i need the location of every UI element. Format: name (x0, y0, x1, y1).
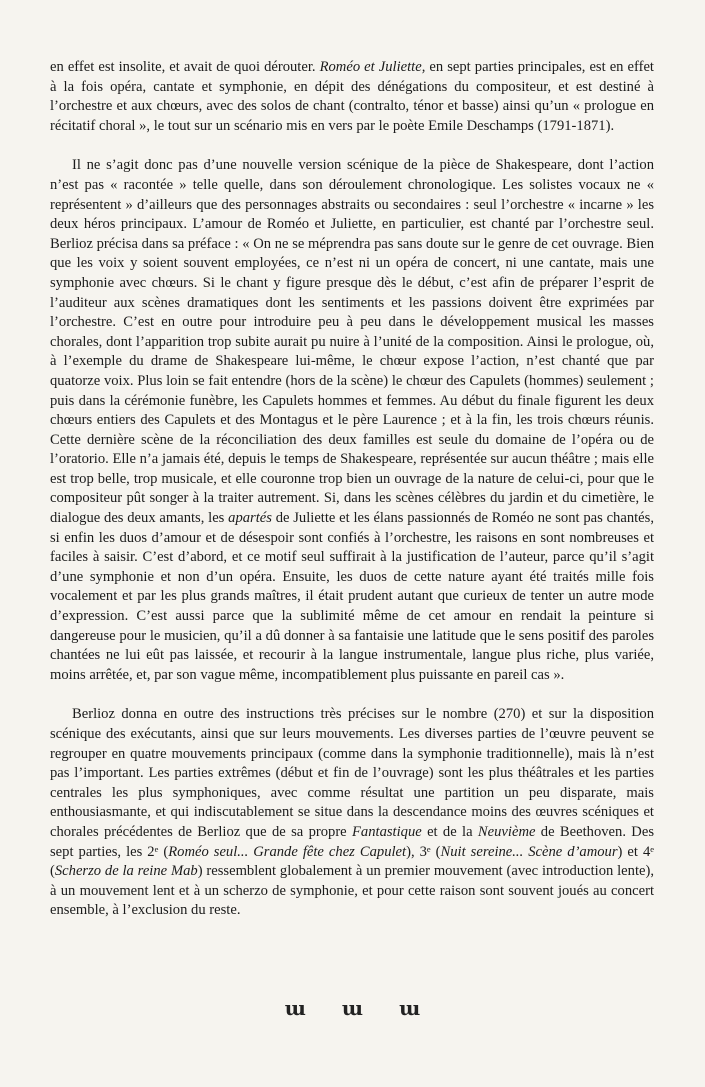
text-run: Il ne s’agit donc pas d’une nouvelle version scénique de la pièce de Shakespeare, dont l’action n’est pas « racontée » telle quelle, dans son déroulement chronologique. Les solistes vocaux ne « représentent » d’ailleurs que des personnages abstraits ou secondaires : seul l’orchestre « incarne » les deux héros principaux. L’amour de Roméo et Juliette, en particulier, est chanté par l’orchestre seul. Berlioz précisa dans sa préface : « On ne se méprendra pas sans doute sur le genre de cet ouvrage. Bien que les voix y soient souvent employées, ce n’est ni un opéra de concert, ni une cantate, mais une symphonie avec chœurs. Si le chant y figure presque dès le début, c’est afin de préparer l’esprit de l’auditeur aux scènes dramatiques dont les sentiments et les passions doivent être exprimées par l’orchestre. C’est en outre pour introduire peu à peu dans le développement musical les masses chorales, dont l’apparition trop subite aurait pu nuire à l’unité de la composition. Ainsi le prologue, où, à l’exemple du drame de Shakespeare lui-même, le chœur expose l’action, n’est chanté que par quatorze voix. Plus loin se fait entendre (hors de la scène) le chœur des Capulets (hommes) seulement ; puis dans la cérémonie funèbre, les Capulets hommes et femmes. Au début du finale figurent les deux chœurs entiers des Capulets et des Montagus et le père Laurence ; et à la fin, les trois chœurs réunis. Cette dernière scène de la réconciliation des deux familles est seule du domaine de l’opéra ou de l’oratorio. Elle n’a jamais été, depuis le temps de Shakespeare, représentée sur aucun théâtre ; mais elle est trop belle, trop musicale, et elle couronne trop bien un ouvrage de la nature de celui-ci, pour que le compositeur pût songer à la traiter autrement. Si, dans les scènes célèbres du jardin et du cimetière, le dialogue des deux amants, les (50, 157, 654, 527)
text-run: ) ressemblent globalement à un premier mouvement (avec introduction lente), à un mouvement lent et à un scherzo de symphonie, et pour cette raison sont souvent joués au concert ensemble, à l’exclusion du reste. (50, 863, 654, 919)
italic-run: Nuit sereine... Scène d’amour (440, 843, 618, 860)
text-run: de Beethoven. Des sept parties, les 2ᵉ ( (50, 823, 655, 860)
ornament-2: ɯ (341, 996, 364, 1020)
text-run: ) et 4ᵉ ( (50, 843, 655, 880)
italic-run: Scherzo de la reine Mab (54, 863, 198, 880)
ornament-3: ɯ (399, 996, 421, 1020)
ornament-row (0, 996, 705, 1020)
text-run: en effet est insolite, et avait de quoi dérouter. (50, 59, 320, 75)
italic-run: Roméo et Juliette, (319, 59, 426, 75)
text-run: de Juliette et les élans passionnés de Roméo ne sont pas chantés, si enfin les duos d’amour et de désespoir sont confiés à l’orchestre, les raisons en sont nombreuses et faciles à saisir. C’est d’abord, et ce motif seul suffirait à la justification de l’auteur, parce qu’il s’agit d’une symphonie et non d’un opéra. Ensuite, les duos de cette nature ayant été traités mille fois vocalement et par les plus grands maîtres, il était prudent autant que curieux de tenter un autre mode d’expression. C’est aussi parce que la sublimité même de cet amour en rendait la peinture si dangereuse pour le musicien, qu’il a dû donner à sa fantaisie une latitude que le sens positif des paroles chantées ne lui eût pas laissée, et recourir à la langue instrumentale, langue plus riche, plus variée, moins arrêtée, et, par son vague même, incompatiblement plus puissante en pareil cas ». (50, 510, 654, 683)
text-run: Berlioz donna en outre des instructions très précises sur le nombre (270) et sur la disposition scénique des exécutants, ainsi que sur leurs mouvements. Les diverses parties de l’œuvre peuvent se regrouper en quatre mouvements principaux (comme dans la symphonie traditionnelle), mais là n’est pas l’important. Les parties extrêmes (début et fin de l’ouvrage) sont les plus théâtrales et les parties centrales les plus symphoniques, avec comme résultat une partition un peu disparate, mais enthousiasmante, et qui indiscutablement se situe dans la descendance moins des œuvres scéniques et chorales précédentes de Berlioz que de sa propre (50, 706, 654, 840)
italic-run: Roméo seul... Grande fête chez Capulet (168, 843, 407, 860)
paragraph-3 (50, 705, 654, 921)
text-run: et de la (421, 823, 478, 840)
ornament-1: ɯ (284, 996, 306, 1020)
text-run: en sept parties principales, est en effet à la fois opéra, cantate et symphonie, en dépit des dénégations du compositeur, et est destiné à l’orchestre et aux chœurs, avec des solos de chant (contralto, ténor et basse) ainsi qu’un « prologue en récitatif choral », le tout sur un scénario mis en vers par le poète Emile Deschamps (1791-1871). (50, 59, 654, 134)
page-body (50, 58, 654, 941)
paragraph-1 (50, 58, 654, 136)
italic-run: Fantastique (352, 823, 422, 840)
paragraph-2 (50, 156, 654, 685)
italic-run: apartés (228, 510, 272, 527)
text-run: ), 3ᵉ ( (406, 843, 441, 860)
italic-run: Neuvième (477, 823, 536, 840)
